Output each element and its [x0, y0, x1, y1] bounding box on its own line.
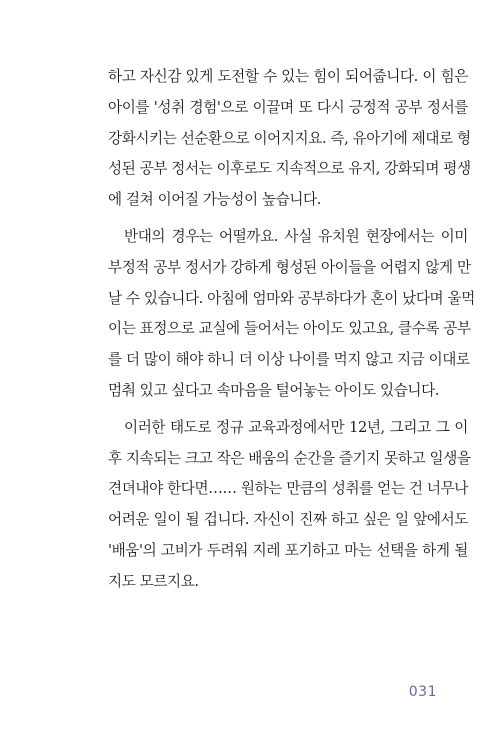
text-line: 반대의 경우는 어떨까요. 사실 유치원 현장에서는 이미: [124, 227, 468, 245]
text-line: '배움'의 고비가 두려워 지레 포기하고 마는 선택을 하게 될: [108, 541, 468, 559]
text-line: 후 지속되는 크고 작은 배움의 순간을 즐기지 못하고 일생을: [108, 449, 471, 467]
text-line: 부정적 공부 정서가 강하게 형성된 아이들을 어렵지 않게 만: [108, 258, 471, 276]
text-line: 멈춰 있고 싶다고 속마음을 털어놓는 아이도 있습니다.: [108, 381, 440, 399]
paragraph-1: [108, 62, 471, 216]
text-line: 에 걸쳐 이어질 가능성이 높습니다.: [108, 191, 321, 209]
text-line: 어려운 일이 될 겁니다. 자신이 진짜 하고 싶은 일 앞에서도: [108, 511, 468, 529]
text-line: 이는 표정으로 교실에 들어서는 아이도 있고요, 클수록 공부: [108, 320, 471, 338]
paragraph-2: [108, 222, 475, 407]
text-line: 성된 공부 정서는 이후로도 지속적으로 유지, 강화되며 평생: [108, 160, 471, 178]
text-line: 지도 모르지요.: [108, 572, 199, 590]
text-line: 견뎌내야 한다면…… 원하는 만큼의 성취를 얻는 건 너무나: [108, 480, 468, 498]
text-line: 를 더 많이 해야 하니 더 이상 나이를 먹지 않고 지금 이대로: [108, 351, 470, 369]
body-text: [108, 62, 475, 598]
text-line: 이러한 태도로 정규 교육과정에서만 12년, 그리고 그 이: [124, 418, 468, 436]
text-line: 하고 자신감 있게 도전할 수 있는 힘이 되어줍니다. 이 힘은: [108, 68, 468, 85]
text-line: 강화시키는 선순환으로 이어지지요. 즉, 유아기에 제대로 형: [108, 129, 471, 147]
page-number: 031: [408, 684, 437, 700]
text-line: 날 수 있습니다. 아침에 엄마와 공부하다가 혼이 났다며 울먹: [108, 289, 475, 307]
text-line: 아이를 '성취 경험'으로 이끌며 또 다시 긍정적 공부 정서를: [108, 98, 468, 116]
paragraph-3: [108, 413, 471, 598]
